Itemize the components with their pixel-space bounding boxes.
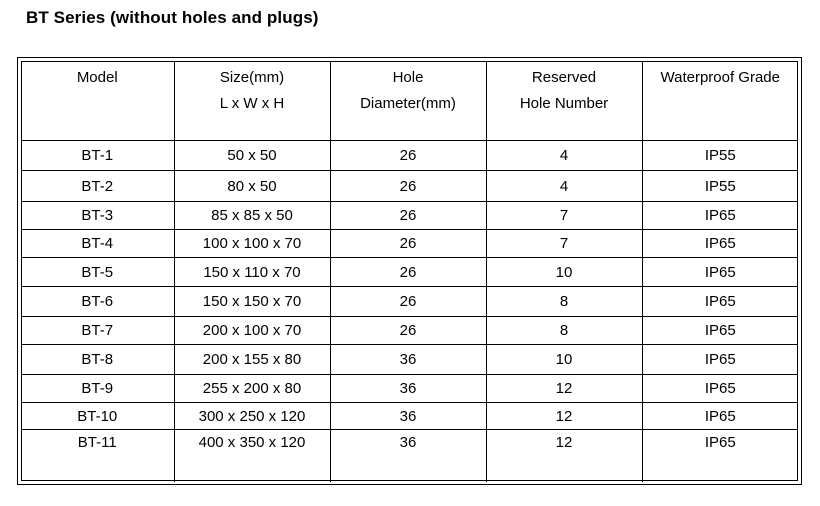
cell-size: 50 x 50 <box>174 141 330 171</box>
cell-waterproof-grade: IP65 <box>642 403 798 430</box>
cell-hole-diameter: 26 <box>330 171 486 202</box>
cell-hole-diameter: 26 <box>330 141 486 171</box>
cell-reserved-hole-number: 10 <box>486 258 642 287</box>
cell-model: BT-2 <box>21 171 174 202</box>
cell-waterproof-grade: IP65 <box>642 287 798 317</box>
bt-series-table <box>21 61 798 482</box>
cell-reserved-hole-number: 8 <box>486 287 642 317</box>
cell-size: 200 x 100 x 70 <box>174 317 330 345</box>
table-row <box>21 345 798 375</box>
table-row <box>21 403 798 430</box>
table-row <box>21 202 798 230</box>
cell-hole-diameter: 26 <box>330 258 486 287</box>
cell-hole-diameter: 36 <box>330 375 486 403</box>
page-title: BT Series (without holes and plugs) <box>26 8 319 27</box>
table-body <box>21 141 798 483</box>
cell-model: BT-7 <box>21 317 174 345</box>
table-row <box>21 141 798 171</box>
cell-reserved-hole-number: 12 <box>486 403 642 430</box>
cell-waterproof-grade: IP65 <box>642 202 798 230</box>
cell-model: BT-1 <box>21 141 174 171</box>
cell-hole-diameter: 26 <box>330 230 486 258</box>
cell-reserved-hole-number: 7 <box>486 230 642 258</box>
table-row <box>21 430 798 483</box>
cell-reserved-hole-number: 10 <box>486 345 642 375</box>
header-model <box>21 61 174 141</box>
cell-model: BT-9 <box>21 375 174 403</box>
cell-hole-diameter: 36 <box>330 403 486 430</box>
table-row <box>21 230 798 258</box>
cell-size: 80 x 50 <box>174 171 330 202</box>
cell-waterproof-grade: IP65 <box>642 317 798 345</box>
cell-model: BT-10 <box>21 403 174 430</box>
cell-reserved-hole-number: 4 <box>486 171 642 202</box>
cell-reserved-hole-number: 8 <box>486 317 642 345</box>
cell-size: 150 x 110 x 70 <box>174 258 330 287</box>
table-row <box>21 317 798 345</box>
header-reserved-hole-number-label: Reserved <box>531 69 597 86</box>
header-waterproof-grade <box>642 61 798 141</box>
header-hole-diameter-label: Hole <box>392 69 424 86</box>
cell-model: BT-11 <box>77 434 117 451</box>
cell-size: 85 x 85 x 50 <box>174 202 330 230</box>
cell-size: 255 x 200 x 80 <box>174 375 330 403</box>
cell-size: 400 x 350 x 120 <box>174 430 330 483</box>
cell-waterproof-grade: IP55 <box>642 141 798 171</box>
cell-reserved-hole-number: 7 <box>486 202 642 230</box>
header-size-sublabel: L x W x H <box>219 95 285 112</box>
table-header-row <box>21 61 798 141</box>
table-row <box>21 375 798 403</box>
header-hole-diameter-sublabel: Diameter(mm) <box>360 95 456 112</box>
cell-hole-diameter: 26 <box>330 287 486 317</box>
header-size-label: Size(mm) <box>219 69 285 86</box>
cell-waterproof-grade: IP65 <box>642 430 798 483</box>
cell-waterproof-grade: IP65 <box>642 230 798 258</box>
cell-model: BT-6 <box>21 287 174 317</box>
header-reserved-hole-number-sublabel: Hole Number <box>519 95 609 112</box>
cell-waterproof-grade: IP65 <box>642 375 798 403</box>
cell-hole-diameter: 26 <box>330 317 486 345</box>
cell-model: BT-3 <box>21 202 174 230</box>
table-row <box>21 258 798 287</box>
cell-model: BT-8 <box>21 345 174 375</box>
header-size <box>174 61 330 141</box>
cell-size: 300 x 250 x 120 <box>174 403 330 430</box>
table-row <box>21 171 798 202</box>
header-hole-diameter <box>330 61 486 141</box>
table-row <box>21 287 798 317</box>
header-reserved-hole-number <box>486 61 642 141</box>
cell-reserved-hole-number: 12 <box>486 430 642 483</box>
cell-size: 150 x 150 x 70 <box>174 287 330 317</box>
cell-waterproof-grade: IP65 <box>642 345 798 375</box>
cell-hole-diameter: 26 <box>330 202 486 230</box>
cell-model: BT-4 <box>21 230 174 258</box>
header-waterproof-grade-label: Waterproof Grade <box>660 69 780 86</box>
cell-model: BT-5 <box>21 258 174 287</box>
cell-hole-diameter: 36 <box>330 430 486 483</box>
cell-hole-diameter: 36 <box>330 345 486 375</box>
header-model-label: Model <box>76 69 118 86</box>
cell-reserved-hole-number: 4 <box>486 141 642 171</box>
cell-waterproof-grade: IP65 <box>642 258 798 287</box>
cell-reserved-hole-number: 12 <box>486 375 642 403</box>
cell-size: 200 x 155 x 80 <box>174 345 330 375</box>
cell-waterproof-grade: IP55 <box>642 171 798 202</box>
cell-size: 100 x 100 x 70 <box>174 230 330 258</box>
